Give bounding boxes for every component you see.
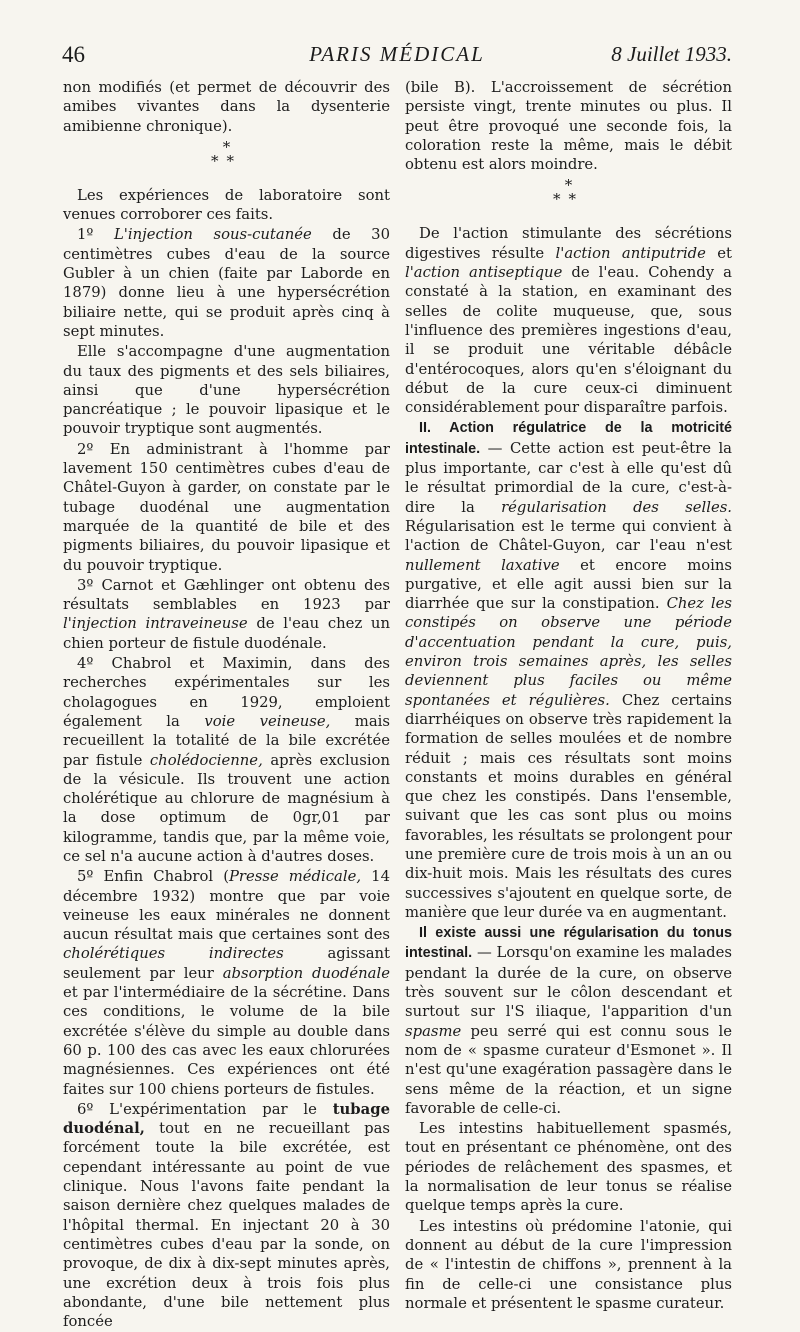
page-number: 46 <box>62 42 85 67</box>
paragraph: II. Action régulatrice de la motricité intestinale. — Cette action est peut-être la plus importante, car c'est à elle qu'est dû le résultat primordial de la cure, c'est-à-dire la régularisation des selles. Régularisation est le terme qui convient à l'action de Châtel-Guyon, car l'eau n'est nullement laxative et encore moins purgative, et elle agit aussi bien sur la diarrhée que sur la constipation. Chez les constipés on observe une période d'accentuation pendant la cure, puis, environ trois semaines après, les selles deviennent plus faciles ou même spontanées et régulières. Chez certains diarrhéiques on observe très rapidement la formation de selles moulées et de nombre réduit ; mais ces résultats sont moins constants et moins durables en général que chez les constipés. Dans l'ensemble, suivant que les cas sont plus ou moins favorables, les résultats se prolongent pour une première cure de trois mois à un an ou dix-huit mois. Mais les résultats des cures successives s'ajoutent en quelque sorte, de manière que leur durée va en augmentant. <box>405 420 733 921</box>
left-column <box>63 78 390 1332</box>
section-separator: * ** <box>211 137 242 170</box>
paragraph: 6º L'expérimentation par le tubage duodénal, tout en ne recueillant pas forcément toute la bile excrétée, est cependant intéressante au point de vue clinique. Nous l'avons faite pendant la saison dernière chez quelques malades de l'hôpital thermal. En injectant 20 à 30 centimètres cubes d'eau par la sonde, on provoque, de dix à dix-sept minutes après, une excrétion deux à trois fois plus abondante, d'une bile nettement plus foncée <box>63 1100 390 1331</box>
paragraph: 1º L'injection sous-cutanée de 30 centimètres cubes d'eau de la source Gubler à un chien (faite par Laborde en 1879) donne lieu à une hypersécrétion biliaire nette, qui se produit après cinq à sept minutes. <box>63 226 391 340</box>
paragraph: 2º En administrant à l'homme par lavement 150 centimètres cubes d'eau de Châtel-Guyon à garder, on constate par le tubage duodénal une augmentation marquée de la quantité de bile et des pigments biliaires, du pouvoir lipasique et du pouvoir tryptique. <box>63 440 390 574</box>
section-separator: * ** <box>553 176 584 209</box>
paragraph: Il existe aussi une régularisation du tonus intestinal. — Lorsqu'on examine les malades pendant la durée de la cure, on observe très souvent sur le côlon descendant et surtout sur l'S iliaque, l'apparition d'un spasme peu serré qui est connu sous le nom de « spasme curateur d'Esmonet ». Il n'est qu'une exagération passagère dans le sens même de la réaction, et un signe favorable de celle-ci. <box>405 925 732 1117</box>
section-heading: Il existe aussi une régularisation du tonus intestinal. <box>405 925 732 962</box>
paragraph: De l'action stimulante des sécrétions digestives résulte l'action antiputride et l'action antiseptique de l'eau. Cohendy a constaté à la station, en examinant des selles de colite muqueuse, que, sous l'influence des premières ingestions d'eau, il se produit une véritable débâcle d'entérocoques, alors qu'en s'éloignant du début de la cure ceux-ci diminuent considérablement pour disparaître parfois. <box>405 225 732 417</box>
issue-date: 8 Juillet 1933. <box>611 42 732 66</box>
paragraph: Les intestins où prédomine l'atonie, qui donnent au début de la cure l'impression de « l'intestin de chiffons », prennent à la fin de celle-ci une consistance plus normale et présentent le spasme curateur. <box>405 1217 732 1312</box>
paragraph: 3º Carnot et Gæhlinger ont obtenu des résultats semblables en 1923 par l'injection intraveineuse de l'eau chez un chien porteur de fistule duodénale. <box>63 576 390 652</box>
section-heading: II. Action régulatrice de la motricité intestinale. <box>405 420 732 457</box>
paragraph: non modifiés (et permet de découvrir des amibes vivantes dans la dysenterie amibienne chronique). <box>63 79 390 135</box>
right-column <box>405 78 732 1314</box>
paragraph: Les expériences de laboratoire sont venues corroborer ces faits. <box>63 186 390 224</box>
paragraph: 5º Enfin Chabrol (Presse médicale, 14 décembre 1932) montre que par voie veineuse les eaux minérales ne donnent aucun résultat mais que certaines sont des cholérétiques indirectes agissant seulement par leur absorption duodénale et par l'intermédiaire de la sécrétine. Dans ces conditions, le volume de la bile excrétée s'élève du simple au double dans 60 p. 100 des cas avec les eaux chlorurées magnésiennes. Ces expériences ont été faites sur 100 chiens porteurs de fistules. <box>63 868 390 1098</box>
journal-title: PARIS MÉDICAL <box>309 42 485 66</box>
paragraph: Elle s'accompagne d'une augmentation du taux des pigments et des sels biliaires, ainsi que d'une hypersécrétion pancréatique ; le pouvoir lipasique et le pouvoir tryptique sont augmentés. <box>63 343 390 438</box>
paragraph: Les intestins habituellement spasmés, tout en présentant ce phénomène, ont des périodes de relâchement des spasmes, et la normalisation de leur tonus se réalise quelque temps après la cure. <box>405 1120 732 1215</box>
paragraph: 4º Chabrol et Maximin, dans des recherches expérimentales sur les cholagogues en 1929, emploient également la voie veineuse, mais recueillent la totalité de la bile excrétée par fistule cholédocienne, après exclusion de la vésicule. Ils trouvent une action cholérétique au chlorure de magnésium à la dose optimum de 0gr,01 par kilogramme, tandis que, par la même voie, ce sel n'a aucune action à d'autres doses. <box>63 655 390 865</box>
running-header <box>62 42 732 76</box>
paragraph: (bile B). L'accroissement de sécrétion persiste vingt, trente minutes ou plus. Il peut être provoqué une seconde fois, la coloration reste la même, mais le débit obtenu est alors moindre. <box>405 79 732 174</box>
